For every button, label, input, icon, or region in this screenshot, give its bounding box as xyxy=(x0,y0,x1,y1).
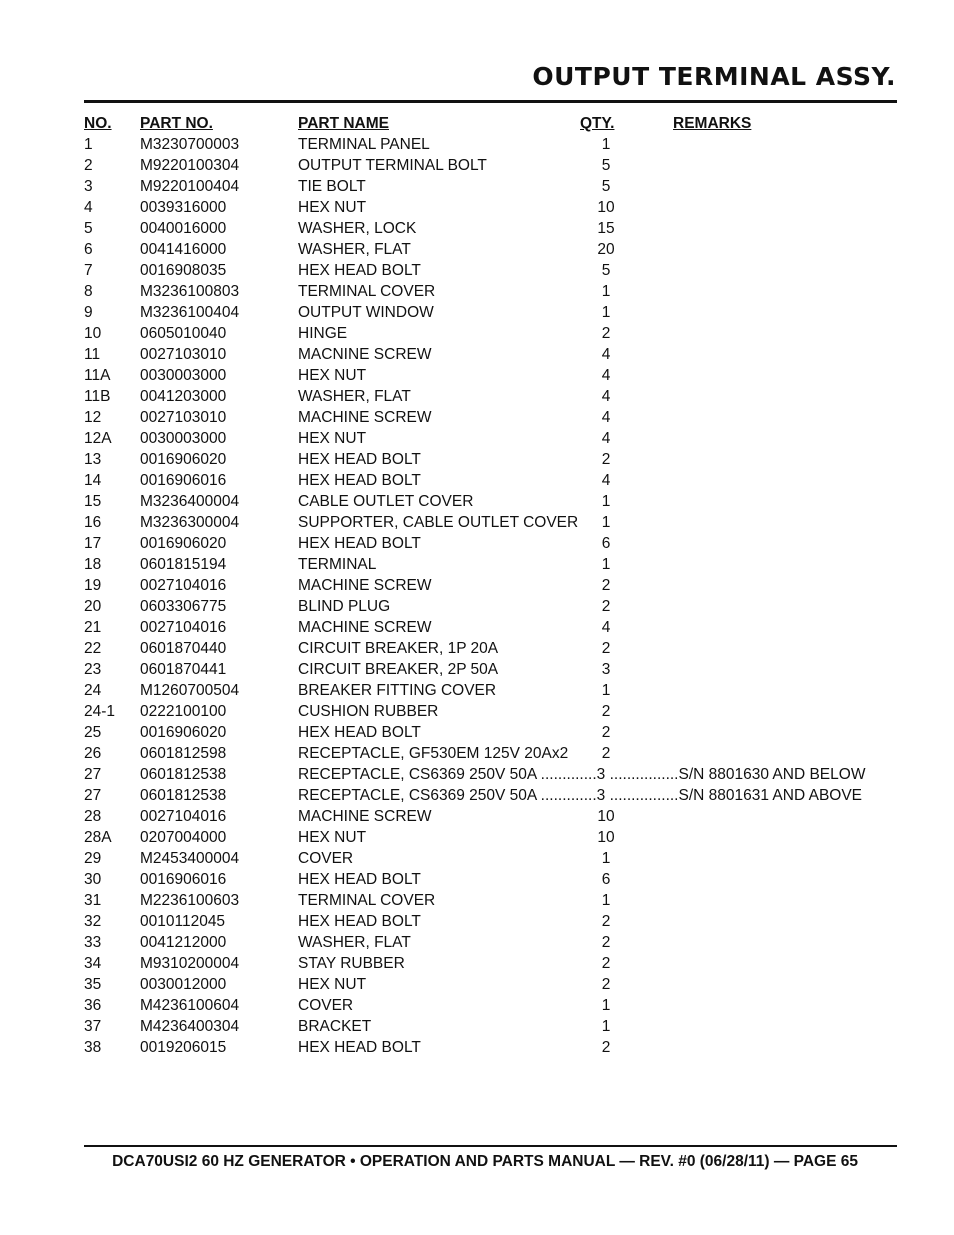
cell-part-no: 0041416000 xyxy=(140,241,227,258)
cell-no: 20 xyxy=(84,598,102,615)
cell-part-name: HEX HEAD BOLT xyxy=(298,451,421,468)
cell-part-name: HEX NUT xyxy=(298,976,367,993)
cell-part-no: 0016906020 xyxy=(140,535,227,552)
cell-no: 33 xyxy=(84,934,102,951)
cell-part-no: 0010112045 xyxy=(140,913,226,930)
table-row xyxy=(84,869,897,890)
cell-no: 3 xyxy=(84,178,93,195)
cell-qty: 5 xyxy=(601,262,611,279)
cell-qty: 4 xyxy=(601,409,611,426)
table-row xyxy=(84,302,897,323)
cell-part-no: 0222100100 xyxy=(140,703,227,720)
cell-no: 24 xyxy=(84,682,102,699)
cell-part-no: 0601812538 xyxy=(140,787,227,804)
header-part-name: PART NAME xyxy=(298,115,389,132)
cell-no: 27 xyxy=(84,766,102,783)
cell-no: 11B xyxy=(84,388,111,405)
cell-part-name: CABLE OUTLET COVER xyxy=(298,493,474,510)
cell-no: 5 xyxy=(84,220,93,237)
cell-part-name-with-remarks: RECEPTACLE, CS6369 250V 50A .............3 ................S/N 8801631 AND ABOVE xyxy=(298,787,863,804)
cell-no: 18 xyxy=(84,556,102,573)
cell-part-no: 0016906020 xyxy=(140,451,227,468)
table-row xyxy=(84,764,897,785)
header-no: NO. xyxy=(84,115,112,132)
cell-no: 25 xyxy=(84,724,102,741)
table-row xyxy=(84,386,897,407)
table-row xyxy=(84,617,897,638)
table-row xyxy=(84,1016,897,1037)
table-row xyxy=(84,680,897,701)
table-row xyxy=(84,134,897,155)
table-row xyxy=(84,827,897,848)
cell-qty: 2 xyxy=(601,955,611,972)
table-row xyxy=(84,470,897,491)
cell-part-name: TERMINAL PANEL xyxy=(298,136,430,153)
table-row xyxy=(84,218,897,239)
cell-part-name: CIRCUIT BREAKER, 1P 20A xyxy=(298,640,499,657)
cell-no: 30 xyxy=(84,871,102,888)
header-part-no: PART NO. xyxy=(140,115,213,132)
cell-part-name: TERMINAL COVER xyxy=(298,283,436,300)
cell-part-no: M3236400004 xyxy=(140,493,240,510)
cell-part-name: MACNINE SCREW xyxy=(298,346,432,363)
cell-qty: 4 xyxy=(601,367,611,384)
table-row xyxy=(84,974,897,995)
cell-part-name: TERMINAL xyxy=(298,556,377,573)
table-row xyxy=(84,995,897,1016)
table-row xyxy=(84,176,897,197)
cell-part-name: HEX HEAD BOLT xyxy=(298,871,421,888)
cell-part-no: M3236100803 xyxy=(140,283,240,300)
cell-part-no: 0605010040 xyxy=(140,325,227,342)
cell-qty: 1 xyxy=(601,283,611,300)
cell-part-no: 0601815194 xyxy=(140,556,227,573)
cell-no: 14 xyxy=(84,472,102,489)
cell-part-name: HEX HEAD BOLT xyxy=(298,535,421,552)
cell-no: 22 xyxy=(84,640,102,657)
cell-no: 17 xyxy=(84,535,102,552)
cell-part-no: 0601870440 xyxy=(140,640,227,657)
cell-part-no: 0016908035 xyxy=(140,262,227,279)
cell-part-no: M2453400004 xyxy=(140,850,240,867)
cell-part-no: 0016906016 xyxy=(140,472,227,489)
footer-rule xyxy=(84,1145,897,1147)
cell-part-name: OUTPUT TERMINAL BOLT xyxy=(298,157,487,174)
cell-qty: 1 xyxy=(601,304,611,321)
table-row xyxy=(84,638,897,659)
cell-qty: 6 xyxy=(601,871,611,888)
cell-no: 12 xyxy=(84,409,102,426)
cell-qty: 2 xyxy=(601,745,611,762)
cell-qty: 20 xyxy=(597,241,615,258)
cell-no: 4 xyxy=(84,199,93,216)
cell-part-name: HEX HEAD BOLT xyxy=(298,913,421,930)
cell-no: 11 xyxy=(84,346,101,363)
cell-part-no: 0039316000 xyxy=(140,199,227,216)
table-row xyxy=(84,701,897,722)
cell-part-name: MACHINE SCREW xyxy=(298,409,432,426)
cell-no: 13 xyxy=(84,451,102,468)
cell-part-name: HEX NUT xyxy=(298,430,367,447)
table-row xyxy=(84,575,897,596)
cell-qty: 2 xyxy=(601,1039,611,1056)
table-body xyxy=(84,134,897,1058)
cell-qty: 5 xyxy=(601,157,611,174)
cell-part-name: CUSHION RUBBER xyxy=(298,703,439,720)
cell-part-no: 0016906016 xyxy=(140,871,227,888)
cell-qty: 4 xyxy=(601,619,611,636)
table-row xyxy=(84,848,897,869)
cell-part-name: HEX HEAD BOLT xyxy=(298,1039,421,1056)
cell-qty: 1 xyxy=(601,850,611,867)
cell-part-name: MACHINE SCREW xyxy=(298,577,432,594)
cell-no: 8 xyxy=(84,283,93,300)
parts-table xyxy=(84,113,897,1058)
cell-no: 36 xyxy=(84,997,102,1014)
cell-part-no: M2236100603 xyxy=(140,892,240,909)
cell-qty: 1 xyxy=(601,556,611,573)
cell-part-name: BLIND PLUG xyxy=(298,598,391,615)
cell-part-no: 0027104016 xyxy=(140,619,227,636)
table-row xyxy=(84,722,897,743)
cell-part-no: M3236300004 xyxy=(140,514,240,531)
cell-qty: 2 xyxy=(601,640,611,657)
table-row xyxy=(84,239,897,260)
cell-part-no: 0040016000 xyxy=(140,220,227,237)
cell-qty: 2 xyxy=(601,577,611,594)
cell-no: 38 xyxy=(84,1039,102,1056)
cell-no: 28A xyxy=(84,829,112,846)
cell-qty: 2 xyxy=(601,598,611,615)
cell-qty: 2 xyxy=(601,913,611,930)
cell-part-name: MACHINE SCREW xyxy=(298,808,432,825)
cell-qty: 15 xyxy=(597,220,615,237)
cell-part-name: MACHINE SCREW xyxy=(298,619,432,636)
cell-no: 31 xyxy=(84,892,102,909)
cell-part-name: HEX NUT xyxy=(298,829,367,846)
table-row xyxy=(84,197,897,218)
cell-part-name: WASHER, FLAT xyxy=(298,388,411,405)
cell-part-no: 0030003000 xyxy=(140,367,227,384)
cell-part-no: 0603306775 xyxy=(140,598,227,615)
cell-part-no: 0027104016 xyxy=(140,577,227,594)
cell-part-name: WASHER, FLAT xyxy=(298,934,411,951)
cell-qty: 4 xyxy=(601,430,611,447)
cell-no: 12A xyxy=(84,430,112,447)
cell-part-no: M3236100404 xyxy=(140,304,240,321)
table-row xyxy=(84,953,897,974)
cell-part-no: 0030003000 xyxy=(140,430,227,447)
table-row xyxy=(84,596,897,617)
cell-part-no: M1260700504 xyxy=(140,682,240,699)
cell-no: 15 xyxy=(84,493,102,510)
cell-part-name: HEX NUT xyxy=(298,199,367,216)
table-row xyxy=(84,1037,897,1058)
cell-part-name: CIRCUIT BREAKER, 2P 50A xyxy=(298,661,499,678)
cell-part-name: COVER xyxy=(298,850,354,867)
cell-qty: 1 xyxy=(601,892,611,909)
table-row xyxy=(84,911,897,932)
cell-part-name-with-remarks: RECEPTACLE, CS6369 250V 50A .............3 ................S/N 8801630 AND BELOW xyxy=(298,766,866,783)
table-row xyxy=(84,512,897,533)
cell-qty: 2 xyxy=(601,934,611,951)
page-title: OUTPUT TERMINAL ASSY. xyxy=(532,62,896,91)
table-row xyxy=(84,890,897,911)
cell-no: 10 xyxy=(84,325,102,342)
cell-no: 35 xyxy=(84,976,102,993)
cell-qty: 1 xyxy=(601,1018,611,1035)
cell-part-no: M9310200004 xyxy=(140,955,240,972)
cell-qty: 1 xyxy=(601,682,611,699)
table-row xyxy=(84,659,897,680)
cell-part-name: COVER xyxy=(298,997,354,1014)
table-row xyxy=(84,407,897,428)
cell-part-no: M9220100304 xyxy=(140,157,240,174)
cell-part-name: STAY RUBBER xyxy=(298,955,405,972)
cell-qty: 10 xyxy=(597,808,615,825)
table-row xyxy=(84,323,897,344)
table-row xyxy=(84,491,897,512)
cell-qty: 2 xyxy=(601,724,611,741)
cell-qty: 2 xyxy=(601,325,611,342)
table-row xyxy=(84,344,897,365)
cell-no: 28 xyxy=(84,808,102,825)
cell-part-name: RECEPTACLE, GF530EM 125V 20Ax2 xyxy=(298,745,569,762)
cell-part-name: HEX HEAD BOLT xyxy=(298,472,421,489)
cell-part-no: M9220100404 xyxy=(140,178,240,195)
cell-part-no: 0041212000 xyxy=(140,934,227,951)
cell-part-no: 0027103010 xyxy=(140,409,227,426)
cell-part-no: M4236100604 xyxy=(140,997,240,1014)
cell-part-no: M4236400304 xyxy=(140,1018,240,1035)
table-row xyxy=(84,428,897,449)
cell-part-name: BRACKET xyxy=(298,1018,372,1035)
cell-part-no: 0601812538 xyxy=(140,766,227,783)
cell-no: 19 xyxy=(84,577,102,594)
cell-no: 9 xyxy=(84,304,93,321)
cell-no: 26 xyxy=(84,745,102,762)
cell-qty: 1 xyxy=(601,514,611,531)
cell-part-no: 0601812598 xyxy=(140,745,227,762)
table-row xyxy=(84,533,897,554)
cell-no: 21 xyxy=(84,619,102,636)
cell-part-name: SUPPORTER, CABLE OUTLET COVER xyxy=(298,514,579,531)
table-row xyxy=(84,743,897,764)
table-row xyxy=(84,932,897,953)
cell-part-name: OUTPUT WINDOW xyxy=(298,304,434,321)
table-row xyxy=(84,260,897,281)
cell-no: 29 xyxy=(84,850,102,867)
cell-qty: 2 xyxy=(601,703,611,720)
cell-part-name: TIE BOLT xyxy=(298,178,366,195)
cell-part-no: 0601870441 xyxy=(140,661,227,678)
cell-part-no: 0030012000 xyxy=(140,976,227,993)
header-qty: QTY. xyxy=(580,115,615,132)
cell-part-name: TERMINAL COVER xyxy=(298,892,436,909)
cell-qty: 10 xyxy=(597,829,615,846)
cell-no: 27 xyxy=(84,787,102,804)
cell-no: 24-1 xyxy=(84,703,116,720)
table-row xyxy=(84,806,897,827)
cell-no: 6 xyxy=(84,241,93,258)
cell-part-name: BREAKER FITTING COVER xyxy=(298,682,497,699)
cell-part-no: 0041203000 xyxy=(140,388,227,405)
cell-qty: 5 xyxy=(601,178,611,195)
cell-no: 34 xyxy=(84,955,102,972)
cell-no: 37 xyxy=(84,1018,102,1035)
cell-no: 7 xyxy=(84,262,93,279)
cell-part-name: WASHER, LOCK xyxy=(298,220,417,237)
table-row xyxy=(84,554,897,575)
cell-qty: 6 xyxy=(601,535,611,552)
cell-part-no: M3230700003 xyxy=(140,136,240,153)
cell-no: 1 xyxy=(84,136,93,153)
cell-part-no: 0016906020 xyxy=(140,724,227,741)
cell-part-no: 0207004000 xyxy=(140,829,227,846)
cell-qty: 2 xyxy=(601,976,611,993)
cell-no: 23 xyxy=(84,661,102,678)
cell-part-name: HEX HEAD BOLT xyxy=(298,724,421,741)
cell-no: 2 xyxy=(84,157,93,174)
cell-no: 16 xyxy=(84,514,102,531)
header-remarks: REMARKS xyxy=(673,115,752,132)
table-row xyxy=(84,281,897,302)
table-row xyxy=(84,155,897,176)
cell-qty: 1 xyxy=(601,493,611,510)
cell-no: 32 xyxy=(84,913,102,930)
table-header-row xyxy=(84,113,897,134)
cell-qty: 4 xyxy=(601,388,611,405)
cell-no: 11A xyxy=(84,367,111,384)
cell-qty: 1 xyxy=(601,136,611,153)
cell-part-name: WASHER, FLAT xyxy=(298,241,411,258)
table-row xyxy=(84,449,897,470)
cell-qty: 1 xyxy=(601,997,611,1014)
cell-qty: 4 xyxy=(601,346,611,363)
cell-part-name: HEX NUT xyxy=(298,367,367,384)
cell-qty: 10 xyxy=(597,199,615,216)
cell-part-no: 0019206015 xyxy=(140,1039,227,1056)
title-rule xyxy=(84,100,897,103)
cell-qty: 3 xyxy=(601,661,611,678)
cell-part-no: 0027103010 xyxy=(140,346,227,363)
table-row xyxy=(84,785,897,806)
cell-part-name: HINGE xyxy=(298,325,348,342)
cell-part-name: HEX HEAD BOLT xyxy=(298,262,421,279)
cell-qty: 2 xyxy=(601,451,611,468)
page-footer: DCA70USI2 60 HZ GENERATOR • OPERATION AND PARTS MANUAL — REV. #0 (06/28/11) — PAGE 65 xyxy=(112,1153,858,1170)
cell-qty: 4 xyxy=(601,472,611,489)
table-row xyxy=(84,365,897,386)
cell-part-no: 0027104016 xyxy=(140,808,227,825)
